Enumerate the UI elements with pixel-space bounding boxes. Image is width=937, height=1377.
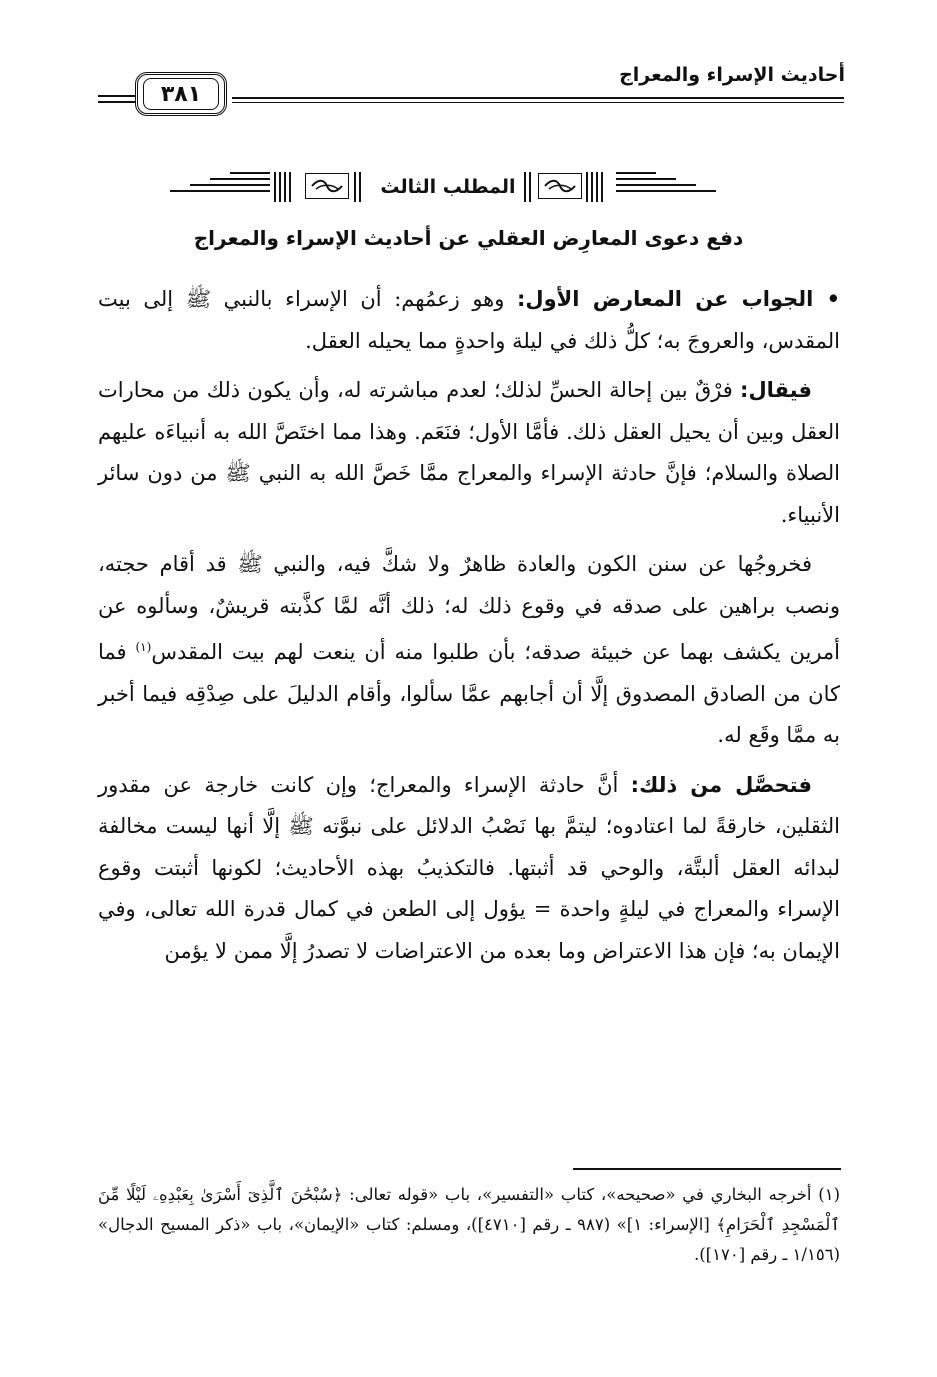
paragraph-1-text: وهو زعمُهم: أن الإسراء بالنبي ﷺ إلى بيت المقدس، والعروجَ به؛ كلُّ ذلك في ليلة واحدةٍ مما يحيله العقل. bbox=[98, 287, 840, 353]
ornament-lines-left bbox=[170, 172, 270, 202]
paragraph-1 bbox=[98, 278, 840, 362]
header-rule-left bbox=[98, 95, 136, 97]
header-rule-right-2 bbox=[232, 102, 844, 103]
section-heading bbox=[170, 172, 760, 202]
section-label: المطلب الثالث bbox=[380, 176, 516, 198]
footnote-ref[interactable]: (١) bbox=[135, 640, 152, 654]
header-rule-left-2 bbox=[98, 101, 136, 103]
ornament-box-left bbox=[305, 173, 349, 199]
paragraph-2-lead: فيقال: bbox=[740, 378, 812, 402]
ornament-lines-right bbox=[616, 172, 716, 202]
ornament-bars-right bbox=[586, 172, 603, 202]
body-text bbox=[98, 278, 840, 980]
paragraph-2-text: فرْقٌ بين إحالة الحسِّ لذلك؛ لعدم مباشرته له، وأن يكون ذلك من محارات العقل وبين أن يحيل العقل ذلك. فأمَّا الأول؛ فنَعَم. وهذا مما اختَصَّ الله به أنبياءَه عليهم الصلاة والسلام؛ فإنَّ حادثة الإسراء والمعراج ممَّا خَصَّ الله به النبي ﷺ من دون سائر الأنبياء. bbox=[98, 378, 840, 527]
paragraph-3-text-b: فما كان من الصادق المصدوق إلَّا أن أجابهم عمَّا سألوا، وأقام الدليلَ على صِدْقِه فيما أخبر به ممَّا وقَع له. bbox=[98, 640, 840, 747]
section-subtitle: دفع دعوى المعارِض العقلي عن أحاديث الإسراء والمعراج bbox=[193, 226, 744, 250]
paragraph-3-text-a: فخروجُها عن سنن الكون والعادة ظاهرٌ ولا شكَّ فيه، والنبي ﷺ قد أقام حجته، ونصب براهين على صدقه في وقوع ذلك له؛ ذلك أنَّه لمَّا كذَّبته قريشٌ، وسألوه عن أمرين يكشف بهما عن خبيئة صدقه؛ بأن طلبوا منه أن ينعت لهم بيت المقدس bbox=[98, 552, 840, 664]
page-number: ٣٨١ bbox=[160, 81, 202, 107]
footnote: (١) أخرجه البخاري في «صحيحه»، كتاب «التفسير»، باب «قوله تعالى: ﴿سُبْحَٰنَ ٱلَّذِىٓ أَسْرَىٰ بِعَبْدِهِۦ لَيْلًا مِّنَ ٱلْمَسْجِدِ ٱلْحَرَامِ﴾ [الإسراء: ١]» (٩٨٧ ـ رقم [٤٧١٠])، ومسلم: كتاب «الإيمان»، باب «ذكر المسيح الدجال» (١/١٥٦ ـ رقم [١٧٠]). bbox=[98, 1185, 841, 1264]
header-rule-right bbox=[232, 97, 844, 99]
ornament-bars-mid-left bbox=[354, 172, 361, 202]
paragraph-4-lead: فتحصَّل من ذلك: bbox=[630, 772, 812, 797]
running-title: أحاديث الإسراء والمعراج bbox=[619, 64, 845, 86]
paragraph-2 bbox=[98, 370, 840, 536]
bullet: • bbox=[813, 286, 840, 311]
paragraph-4-text: أنَّ حادثة الإسراء والمعراج؛ وإن كانت خارجة عن مقدور الثقلين، خارقةً لما اعتادوه؛ ليتمَّ بها نَصْبُ الدلائل على نبوَّته ﷺ إلَّا أنها ليست مخالفة لبدائه العقل ألبتَّة، والوحي قد أثبتها. فالتكذيبُ بهذه الأحاديث؛ لكونها أثبتت وقوع الإسراء والمعراج في ليلةٍ واحدة = يؤول إلى الطعن في كمال قدرة الله تعالى، وفي الإيمان به؛ فإن هذا الاعتراض وما بعده من الاعتراضات لا تصدرُ إلَّا ممن لا يؤمن bbox=[98, 772, 840, 963]
paragraph-4 bbox=[98, 765, 840, 973]
page-number-frame bbox=[135, 72, 227, 116]
paragraph-1-lead: الجواب عن المعارض الأول: bbox=[517, 287, 814, 311]
ornament-bars-mid-right bbox=[524, 172, 531, 202]
ornament-bars-left bbox=[274, 172, 291, 202]
paragraph-3 bbox=[98, 544, 840, 757]
ornament-box-right bbox=[538, 173, 582, 199]
footnote-rule bbox=[573, 1168, 841, 1170]
